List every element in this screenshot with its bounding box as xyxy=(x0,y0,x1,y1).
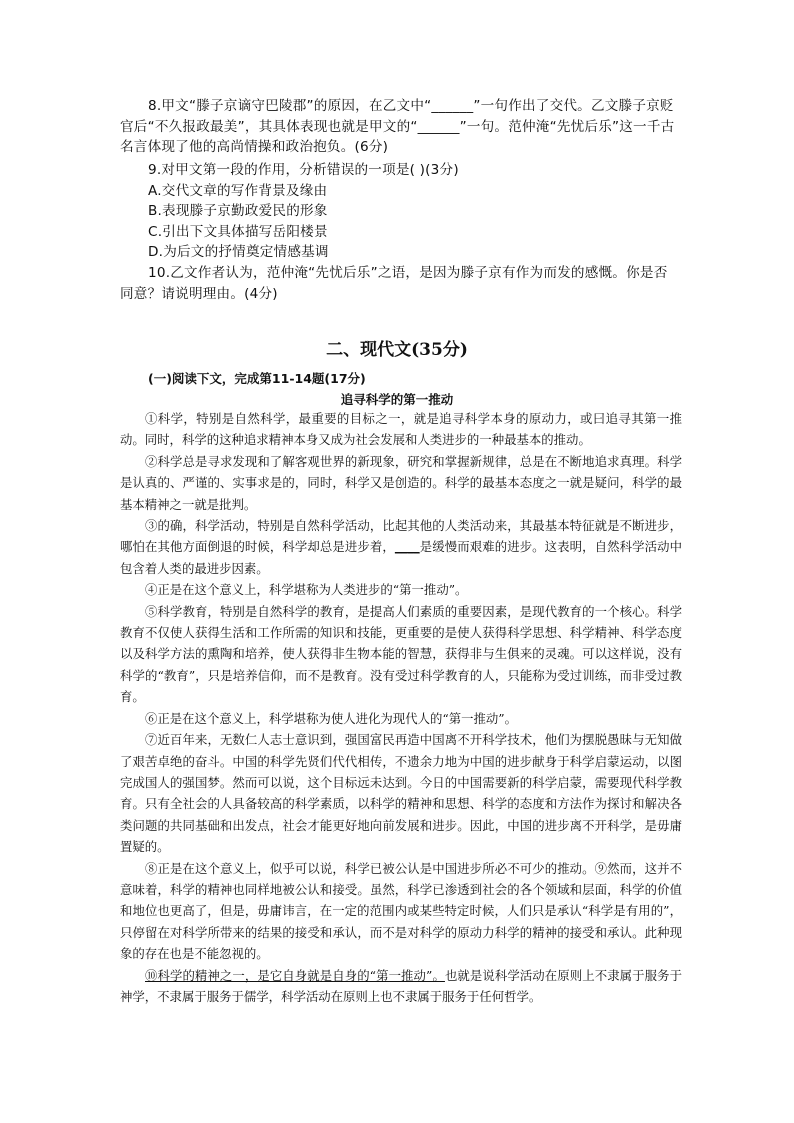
option-c: C.引出下文具体描写岳阳楼景 xyxy=(148,223,328,240)
question-9 xyxy=(120,160,680,263)
paragraph-3-part-a: ③的确，科学活动，特别是自然科学活动，比起其他的人类活动来，其最基本特征就是不断进步，哪怕在其他方面倒退的时候，科学却总是进步着， xyxy=(120,518,682,555)
article-title: 追寻科学的第一推动 xyxy=(340,392,454,407)
section-subtitle: (一)阅读下文，完成第11-14题(17分) xyxy=(148,371,366,386)
paragraph-2: ②科学总是寻求发现和了解客观世界的新现象，研究和掌握新规律，总是在不断地追求真理。科学是认真的、严谨的、实事求是的，同时，科学又是创造的。科学的最基本态度之一就是疑问，科学的最基本精神之一就是批判。 xyxy=(120,453,682,512)
question-9-options xyxy=(120,181,680,263)
question-9-stem: 9.对甲文第一段的作用，分析错误的一项是( )(3分) xyxy=(148,162,459,178)
question-10 xyxy=(120,263,680,304)
paragraph-6: ⑥正是在这个意义上，科学堪称为使人进化为现代人的“第一推动”。 xyxy=(145,710,517,726)
option-d: D.为后文的抒情奠定情感基调 xyxy=(148,244,329,260)
option-b: B.表现滕子京勤政爱民的形象 xyxy=(148,203,328,219)
paragraph-10-rest: 也就是说科学活动在原则上不隶属于服务于神学，不隶属于服务于儒学，科学活动在原则上也不隶属于服务于任何哲学。 xyxy=(120,967,683,1004)
paragraph-4: ④正是在这个意义上，科学堪称为人类进步的“第一推动”。 xyxy=(145,582,468,598)
option-a: A.交代文章的写作背景及缘由 xyxy=(148,182,328,199)
section-title: 二、现代文(35分) xyxy=(326,340,468,360)
question-8 xyxy=(120,96,680,158)
paragraph-5: ⑤科学教育，特别是自然科学的教育，是提高人们素质的重要因素，是现代教育的一个核心。科学教育不仅使人获得生活和工作所需的知识和技能，更重要的是使人获得科学思想、科学精神、科学态度以及科学方法的熏陶和培养，使人获得非生物本能的智慧，获得非与生俱来的灵魂。可以这样说，没有科学的“教育”，只是培养信仰，而不是教育。没有受过科学教育的人，只能称为受过训练，而非受过教育。 xyxy=(120,603,682,705)
paragraph-7: ⑦近百年来，无数仁人志士意识到，强国富民再造中国离不开科学技术，他们为摆脱愚昧与无知做了艰苦卓绝的奋斗。中国的科学先贤们代代相传，不遗余力地为中国的进步献身于科学启蒙运动，以图完成国人的强国梦。然而可以说，这个目标远未达到。今日的中国需要新的科学启蒙，需要现代科学教育。只有全社会的人具备较高的科学素质，以科学的精神和思想、科学的态度和方法作为探讨和解决各类问题的共同基础和出发点，社会才能更好地向前发展和进步。因此，中国的进步离不开科学，是毋庸置疑的。 xyxy=(120,732,682,855)
paragraph-8-9: ⑧正是在这个意义上，似乎可以说，科学已被公认是中国进步所必不可少的推动。⑨然而，这并不意味着，科学的精神也同样地被公认和接受。虽然，科学已渗透到社会的各个领域和层面，科学的价值和地位也更高了，但是，毋庸讳言，在一定的范围内或某些特定时候，人们只是承认“科学是有用的”，只停留在对科学所带来的结果的接受和承认，而不是对科学的原动力科学的精神的接受和承认。此种现象的存在也是不能忽视的。 xyxy=(120,860,682,962)
question-8-text: 8.甲文“滕子京谪守巴陵郡”的原因，在乙文中“______”一句作出了交代。乙文滕子京贬官后“不久报政最美”，其具体表现也就是甲文的“______”一句。范仲淹“先忧后乐”这一千古名言体现了他的高尚情操和政治抱负。(6分) xyxy=(120,98,675,155)
question-10-text: 10.乙文作者认为，范仲淹“先忧后乐”之语，是因为滕子京有作为而发的感慨。你是否同意？请说明理由。(4分) xyxy=(120,265,668,302)
article-body xyxy=(120,408,682,1007)
paragraph-3-part-b: 是缓慢而艰难的进步。这表明，自然科学活动中包含着人类的最进步因素。 xyxy=(120,539,683,576)
paragraph-10 xyxy=(120,965,682,1008)
fill-in-blank: ____ xyxy=(394,539,420,555)
paragraph-10-underlined: ⑩科学的精神之一，是它自身就是自身的“第一推动”。 xyxy=(145,967,445,983)
paragraph-1: ①科学，特别是自然科学，最重要的目标之一，就是追寻科学本身的原动力，或曰追寻其第一推动。同时，科学的这种追求精神本身又成为社会发展和人类进步的一种最基本的推动。 xyxy=(120,411,682,448)
paragraph-3 xyxy=(120,515,682,579)
